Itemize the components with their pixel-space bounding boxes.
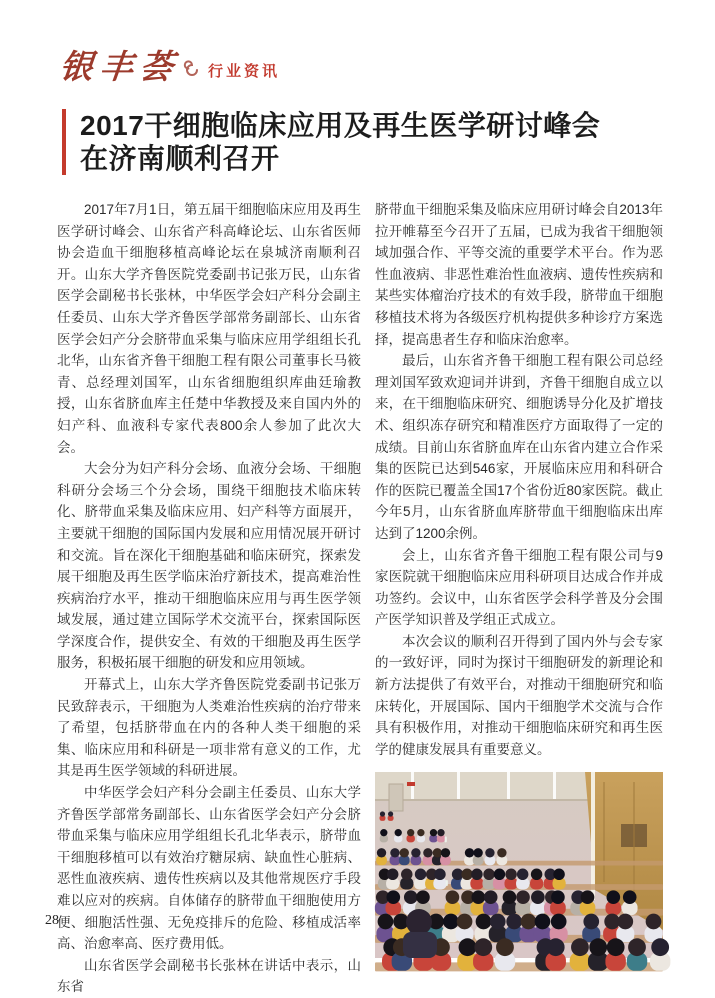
left-column xyxy=(57,199,361,998)
brand-logo-calligraphy: 银丰荟 xyxy=(57,47,183,86)
page-number: 28 xyxy=(45,913,59,928)
paragraph: 本次会议的顺利召开得到了国内外与会专家的一致好评，同时为探讨干细胞研发的新理论和新方法提供了有效平台，对推动干细胞研究和临床转化，开展国际、国内干细胞学术交流与合作具有积极作用，对推动干细胞临床研究和再生医学的健康发展具有重要意义。 xyxy=(375,633,663,757)
paragraph: 会上，山东省齐鲁干细胞工程有限公司与9家医院就干细胞临床应用科研项目达成合作并成功签约。会议中，山东省医学会科学普及分会围产医学知识普及学组正式成立。 xyxy=(375,547,663,628)
paragraph: 2017年7月1日，第五届干细胞临床应用及再生医学研讨峰会、山东省产科高峰论坛、山东省医师协会造血干细胞移植高峰论坛在泉城济南顺利召开。山东大学齐鲁医院党委副书记张万民，山东省医学会副秘书长张林，中华医学会妇产科分会副主任委员、山东大学齐鲁医学部常务副部长、山东省医学会妇产分会脐带血采集与临床应用学组组长孔北华，山东省齐鲁干细胞工程有限公司董事长马筱青、总经理刘国军，山东省细胞组织库曲廷瑜教授，山东省脐血库主任楚中华教授及来自国内外的妇产科、血液科专家代表800余人参加了此次大会。 xyxy=(57,202,361,455)
paragraph: 中华医学会妇产科分会副主任委员、山东大学齐鲁医学部常务副部长、山东省医学会妇产分会脐带血采集与临床应用学组组长孔北华表示，脐带血干细胞移植可以有效治疗糖尿病、缺血性心脏病、恶性血液疾病、遗传性疾病以及其他常规医疗手段难以应对的疾病。自体储存的脐带血干细胞使用方便、细胞活性强、无免疫排斥的危险、移植成活率高、治愈率高、医疗费用低。 xyxy=(57,785,361,952)
header xyxy=(0,0,715,86)
paragraph: 开幕式上，山东大学齐鲁医院党委副书记张万民致辞表示，干细胞为人类难治性疾病的治疗带来了希望，包括脐带血在内的各种人类干细胞的采集、临床应用和科研是一项非常有意义的工作，尤其是再生医学领域的科研进展。 xyxy=(57,677,361,779)
article-title-block xyxy=(62,109,663,175)
article-title-line1: 2017干细胞临床应用及再生医学研讨峰会 xyxy=(80,110,601,141)
section-label: 行业资讯 xyxy=(208,63,281,80)
paragraph: 脐带血干细胞采集及临床应用研讨峰会自2013年拉开帷幕至今召开了五届，已成为我省干细胞领域加强合作、平等交流的重要学术平台。作为恶性血液病、非恶性难治性血液病、遗传性疾病和某些实体瘤治疗技术的有效手段，脐带血干细胞移植技术将为各级医疗机构提供多种诊疗方案选择，提高患者生存和临床治愈率。 xyxy=(375,202,663,347)
paragraph: 大会分为妇产科分会场、血液分会场、干细胞科研分会场三个分会场，围绕干细胞技术临床转化、脐带血采集及临床应用、妇产科等方面展开，主要就干细胞的国际国内发展和应用情况展开研讨和交流。旨在深化干细胞基础和临床研究，探索发展干细胞及再生医学临床治疗新技术，提高难治性疾病治疗水平，推动干细胞临床应用与再生医学领域发展，通过建立国际学术交流平台，探索国际医学深度合作，提供安全、有效的干细胞及再生医学服务，积极拓展干细胞的研发和应用领域。 xyxy=(57,461,361,671)
article-title xyxy=(80,109,600,175)
article-body xyxy=(57,199,663,998)
conference-audience-photo xyxy=(375,772,663,958)
paragraph: 山东省医学会副秘书长张林在讲话中表示，山东省 xyxy=(57,957,361,995)
right-column xyxy=(375,199,663,998)
swirl-icon xyxy=(182,60,202,80)
title-accent-bar xyxy=(62,109,66,175)
paragraph: 最后，山东省齐鲁干细胞工程有限公司总经理刘国军致欢迎词并讲到，齐鲁干细胞自成立以来，在干细胞临床研究、细胞诱导分化及扩增技术、组织冻存研究和精准医疗方面取得了一定的成绩。目前山东省脐血库在山东省内建立合作采集的医院已达到546家，开展临床应用和科研合作的医院已覆盖全国17个省份近80家医院。截止今年5月，山东省脐血库脐带血干细胞临床出库达到了1200余例。 xyxy=(375,353,663,541)
article-title-line2: 在济南顺利召开 xyxy=(80,143,280,174)
